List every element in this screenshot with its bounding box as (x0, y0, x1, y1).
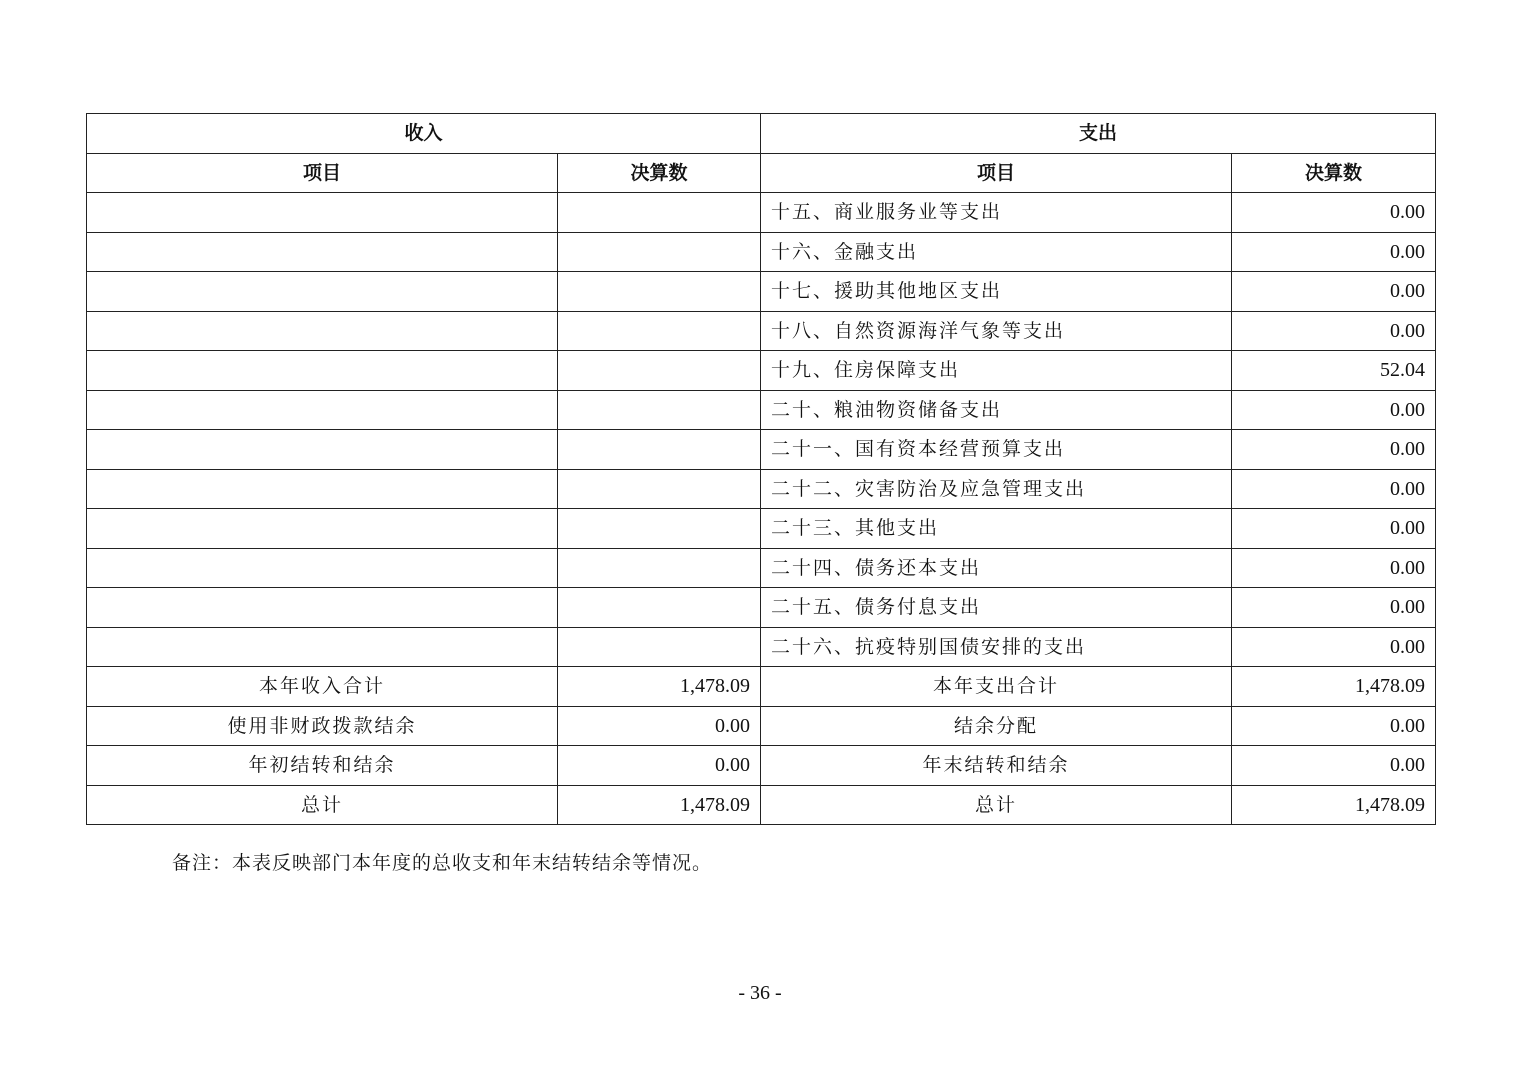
income-item-cell (87, 430, 558, 470)
expense-header: 支出 (761, 114, 1436, 154)
income-amount-cell (558, 311, 761, 351)
income-amount-cell: 0.00 (558, 746, 761, 786)
expense-item-cell: 结余分配 (761, 706, 1232, 746)
table-row (87, 311, 1436, 351)
income-item-cell (87, 627, 558, 667)
expense-amount-cell: 0.00 (1232, 272, 1436, 312)
income-item-cell (87, 390, 558, 430)
expense-item-cell: 十八、自然资源海洋气象等支出 (761, 311, 1232, 351)
income-item-cell: 年初结转和结余 (87, 746, 558, 786)
expense-item-cell: 十九、住房保障支出 (761, 351, 1232, 391)
table-row (87, 390, 1436, 430)
income-amount-cell (558, 351, 761, 391)
income-header: 收入 (87, 114, 761, 154)
expense-amount-cell: 0.00 (1232, 588, 1436, 628)
income-item-cell (87, 588, 558, 628)
income-item-cell (87, 351, 558, 391)
expense-item-column-header: 项目 (761, 153, 1232, 193)
expense-amount-cell: 0.00 (1232, 390, 1436, 430)
expense-item-cell: 二十、粮油物资储备支出 (761, 390, 1232, 430)
total-row (87, 785, 1436, 825)
income-amount-cell (558, 430, 761, 470)
income-item-cell (87, 548, 558, 588)
expense-amount-column-header: 决算数 (1232, 153, 1436, 193)
income-item-cell (87, 311, 558, 351)
income-item-cell: 本年收入合计 (87, 667, 558, 707)
table-row (87, 469, 1436, 509)
expense-amount-cell: 0.00 (1232, 746, 1436, 786)
table-body (87, 193, 1436, 825)
expense-item-cell: 十五、商业服务业等支出 (761, 193, 1232, 233)
income-item-cell (87, 193, 558, 233)
income-amount-cell (558, 390, 761, 430)
expense-item-cell: 本年支出合计 (761, 667, 1232, 707)
expense-item-cell: 十六、金融支出 (761, 232, 1232, 272)
income-item-cell (87, 469, 558, 509)
income-expense-table (86, 113, 1436, 825)
table-row (87, 351, 1436, 391)
summary-row (87, 746, 1436, 786)
expense-amount-cell: 0.00 (1232, 193, 1436, 233)
page-number: - 36 - (738, 982, 782, 1004)
table-section-header-row (87, 114, 1436, 154)
income-amount-cell (558, 509, 761, 549)
expense-amount-cell: 0.00 (1232, 627, 1436, 667)
income-amount-cell: 0.00 (558, 706, 761, 746)
expense-amount-cell: 0.00 (1232, 469, 1436, 509)
income-item-cell: 总计 (87, 785, 558, 825)
expense-item-cell: 总计 (761, 785, 1232, 825)
expense-item-cell: 二十四、债务还本支出 (761, 548, 1232, 588)
income-item-cell (87, 509, 558, 549)
expense-amount-cell: 0.00 (1232, 706, 1436, 746)
income-amount-cell: 1,478.09 (558, 667, 761, 707)
table-row (87, 588, 1436, 628)
income-amount-cell (558, 232, 761, 272)
expense-item-cell: 十七、援助其他地区支出 (761, 272, 1232, 312)
table-row (87, 627, 1436, 667)
table-row (87, 232, 1436, 272)
income-amount-cell (558, 588, 761, 628)
income-amount-cell (558, 469, 761, 509)
expense-amount-cell: 1,478.09 (1232, 667, 1436, 707)
income-amount-cell (558, 272, 761, 312)
expense-amount-cell: 52.04 (1232, 351, 1436, 391)
expense-item-cell: 年末结转和结余 (761, 746, 1232, 786)
income-amount-cell (558, 193, 761, 233)
table-note: 备注：本表反映部门本年度的总收支和年末结转结余等情况。 (172, 852, 713, 874)
expense-item-cell: 二十三、其他支出 (761, 509, 1232, 549)
income-amount-cell (558, 627, 761, 667)
table-row (87, 548, 1436, 588)
expense-item-cell: 二十二、灾害防治及应急管理支出 (761, 469, 1232, 509)
income-item-cell: 使用非财政拨款结余 (87, 706, 558, 746)
income-amount-cell: 1,478.09 (558, 785, 761, 825)
expense-amount-cell: 0.00 (1232, 548, 1436, 588)
expense-amount-cell: 0.00 (1232, 311, 1436, 351)
expense-amount-cell: 0.00 (1232, 509, 1436, 549)
income-item-cell (87, 232, 558, 272)
table-row (87, 193, 1436, 233)
summary-row (87, 706, 1436, 746)
income-amount-column-header: 决算数 (558, 153, 761, 193)
table-column-header-row (87, 153, 1436, 193)
summary-row (87, 667, 1436, 707)
expense-item-cell: 二十六、抗疫特别国债安排的支出 (761, 627, 1232, 667)
expense-amount-cell: 0.00 (1232, 232, 1436, 272)
expense-item-cell: 二十一、国有资本经营预算支出 (761, 430, 1232, 470)
expense-amount-cell: 0.00 (1232, 430, 1436, 470)
expense-amount-cell: 1,478.09 (1232, 785, 1436, 825)
income-item-cell (87, 272, 558, 312)
table-row (87, 509, 1436, 549)
table-row (87, 430, 1436, 470)
income-item-column-header: 项目 (87, 153, 558, 193)
table-row (87, 272, 1436, 312)
expense-item-cell: 二十五、债务付息支出 (761, 588, 1232, 628)
income-amount-cell (558, 548, 761, 588)
